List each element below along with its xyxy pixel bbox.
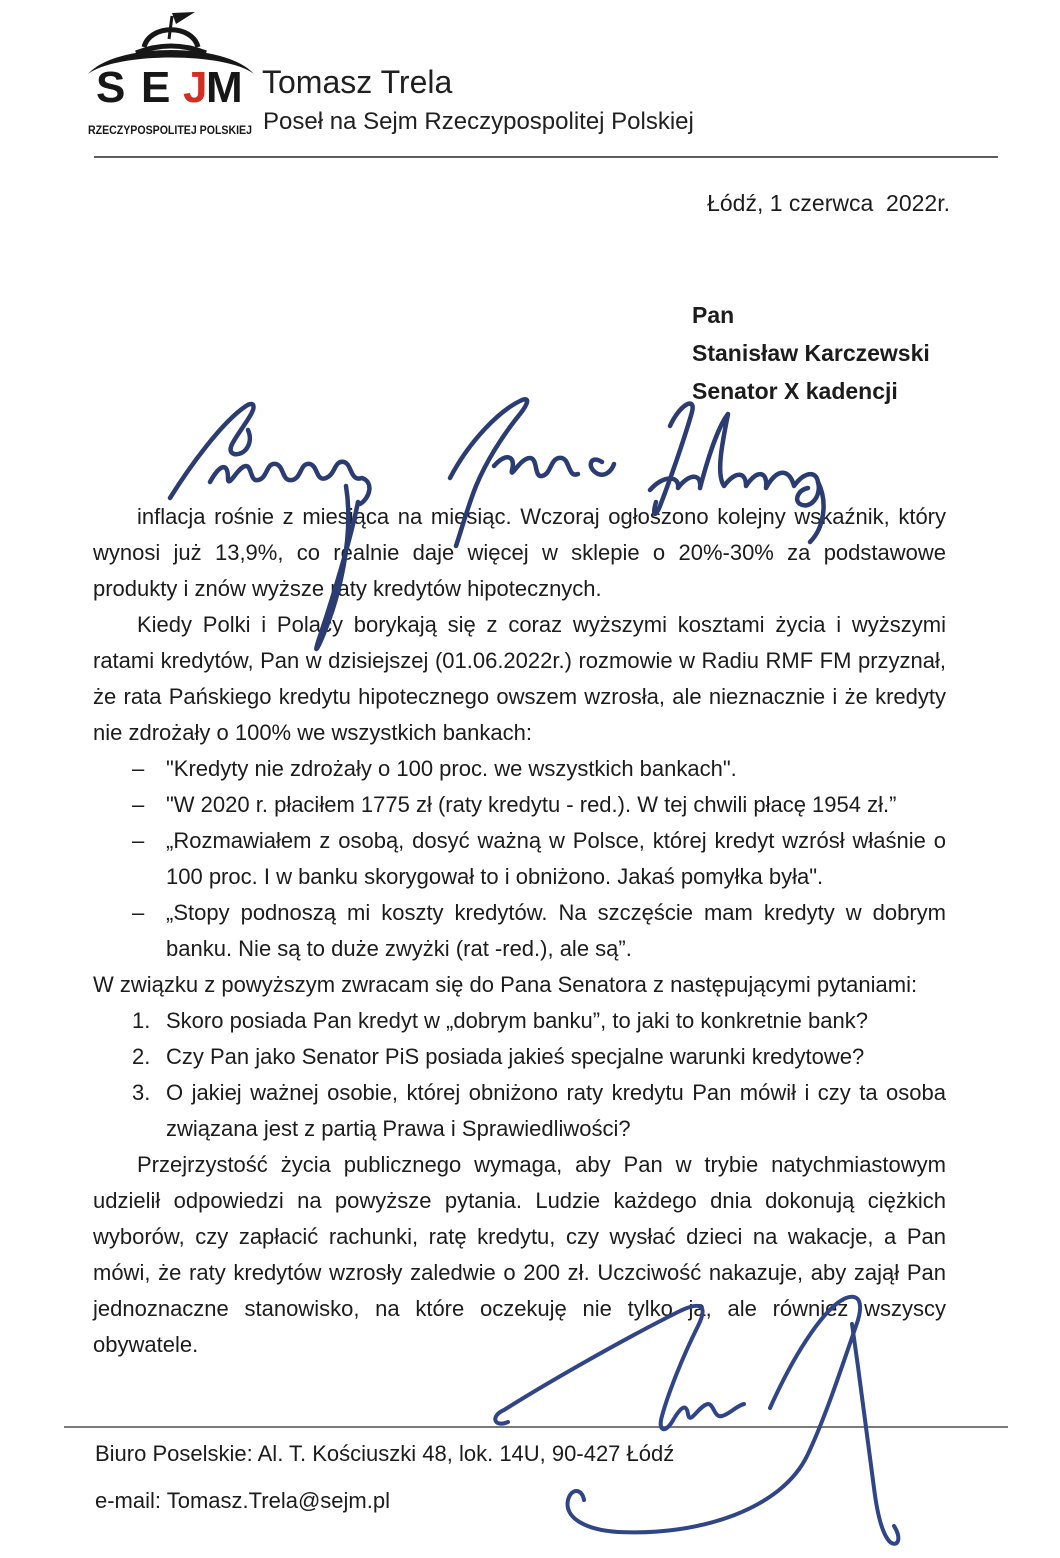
salutation-stroke	[494, 457, 578, 476]
salutation-stroke	[210, 462, 369, 504]
question-item	[93, 1075, 946, 1147]
quote-text: "Kredyty nie zdrożały o 100 proc. we wszystkich bankach".	[166, 756, 737, 781]
quote-item	[93, 823, 946, 895]
date-line: Łódź, 1 czerwca 2022r.	[707, 190, 950, 216]
deputy-name: Tomasz Trela	[262, 64, 453, 100]
salutation-stroke	[650, 414, 819, 505]
logo-letter-e: E	[141, 63, 171, 112]
paragraph-context: Kiedy Polki i Polacy borykają się z coraz wyższymi kosztami życia i wyższymi ratami kredytów, Pan w dzisiejszej (01.06.2022r.) rozmowie w Radiu RMF FM przyznał, że rata Pańskiego kredytu hipotecznego owszem wzrosła, ale nieznacznie i że kredyty nie zdrożały o 100% we wszystkich bankach:	[93, 612, 946, 745]
office-address: Biuro Poselskie: Al. T. Kościuszki 48, lok. 14U, 90-427 Łódź	[95, 1441, 675, 1466]
logo-subtext: RZECZYPOSPOLITEJ POLSKIEJ	[88, 125, 252, 137]
quote-dash: –	[132, 756, 145, 781]
question-number: 2.	[132, 1044, 151, 1069]
question-number: 3.	[132, 1080, 151, 1105]
office-email: e-mail: Tomasz.Trela@sejm.pl	[95, 1488, 390, 1513]
logo-letter-j: J	[183, 63, 208, 112]
lead-in-line: W związku z powyższym zwracam się do Pana Senatora z następującymi pytaniami:	[93, 972, 918, 997]
question-list	[93, 1003, 946, 1147]
quote-dash: –	[132, 828, 145, 853]
recipient-line: Senator X kadencji	[692, 378, 898, 404]
paragraph-inflation: inflacja rośnie z miesiąca na miesiąc. Wczoraj ogłoszono kolejny wskaźnik, który wynosi już 13,9%, co realnie daje więcej w sklepie o 20%-30% za podstawowe produkty i znów wyższe raty kredytów hipotecznych.	[93, 504, 946, 601]
header-divider	[94, 156, 998, 158]
question-text: O jakiej ważnej osobie, której obniżono raty kredytu Pan mówił i czy ta osoba związana jest z partią Prawa i Sprawiedliwości?	[166, 1080, 946, 1141]
recipient-line: Stanisław Karczewski	[692, 340, 930, 366]
salutation-stroke	[591, 460, 614, 475]
footer-divider	[64, 1426, 1008, 1428]
quote-text: „Stopy podnoszą mi koszty kredytów. Na szczęście mam kredyty w dobrym banku. Nie są to duże zwyżki (rat -red.), ale są”.	[166, 900, 946, 961]
logo-letter-s: S	[96, 63, 126, 112]
deputy-title: Poseł na Sejm Rzeczypospolitej Polskiej	[263, 108, 694, 135]
quote-text: "W 2020 r. płaciłem 1775 zł (raty kredytu - red.). W tej chwili płacę 1954 zł.”	[166, 792, 897, 817]
question-item	[93, 1003, 946, 1039]
quote-item	[93, 895, 946, 967]
quote-dash: –	[132, 900, 145, 925]
quote-dash: –	[132, 792, 145, 817]
closing-paragraph: Przejrzystość życia publicznego wymaga, aby Pan w trybie natychmiastowym udzielił odpowiedzi na powyższe pytania. Ludzie każdego dnia dokonują ciężkich wyborów, czy zapłacić rachunki, ratę kredytu, czy wysłać dzieci na wakacje, a Pan mówi, że raty kredytów wzrosły zaledwie o 200 zł. Uczciwość nakazuje, aby zajął Pan jednoznaczne stanowisko, na które oczekuję nie tylko ja, ale również wszyscy obywatele.	[93, 1152, 946, 1357]
quote-item	[93, 751, 946, 787]
quote-text: „Rozmawiałem z osobą, dosyć ważną w Polsce, której kredyt wzrósł właśnie o 100 proc. I w banku skorygował to i obniżono. Jakaś pomyłka była".	[166, 828, 946, 889]
quote-list	[93, 751, 946, 967]
logo-letter-m: M	[206, 63, 243, 112]
recipient-line: Pan	[692, 302, 735, 328]
question-item	[93, 1039, 946, 1075]
flag-icon	[172, 12, 195, 24]
sejm-logo	[86, 12, 256, 140]
question-text: Czy Pan jako Senator PiS posiada jakieś specjalne warunki kredytowe?	[166, 1044, 865, 1069]
quote-item	[93, 787, 946, 823]
question-number: 1.	[132, 1008, 151, 1033]
salutation-stroke	[170, 404, 253, 498]
salutation-stroke	[654, 404, 692, 514]
recipient-block	[692, 296, 930, 410]
question-text: Skoro posiada Pan kredyt w „dobrym banku”, to jaki to konkretnie bank?	[166, 1008, 868, 1033]
letter-body	[93, 499, 946, 1363]
